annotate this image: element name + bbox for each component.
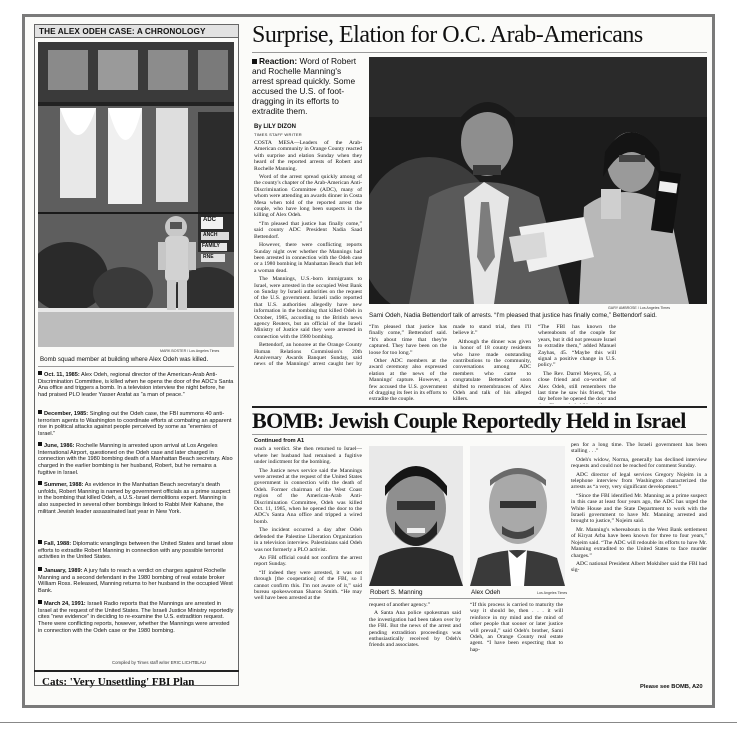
- entry-date: Oct. 11, 1985:: [44, 372, 80, 378]
- paragraph: “Since the FBI identified Mr. Manning as a prime suspect in this case at least four years ago, the ADC has urged the White House and the State Department to work with the Israeli government to have Mr. Manning arrested and brought to justice,” Nojeim said.: [571, 492, 707, 525]
- entry-text: As evidence in the Manhattan Beach secretary's death unfolds, Robert Manning is named by government officials as a prime suspect in the bombing that killed Odeh, a U.S.-Israel demolitions expert. Manning is also suspected in several other bombings linked to Rabbi Meir Kahane, the militant Jewish leader assassinated last year in New York.: [38, 482, 231, 515]
- deck-label: Reaction:: [259, 56, 298, 66]
- entry-text: A jury fails to reach a verdict on charges against Rochelle Manning and a second defendant in the 1980 bombing of real estate broker William Ross. Released, Manning returns to her husband in the occupied West Bank.: [38, 568, 233, 595]
- paragraph: “I'm pleased that justice has finally come,” Bettendorf said. “It's about time that they're captured. They have been on the loose for too long.”: [369, 324, 447, 356]
- bullet-square-icon: [38, 600, 42, 604]
- bullet-square-icon: [38, 540, 42, 544]
- paragraph: “I'm pleased that justice has finally come,” said county ADC President Nadia Saad Bettendorf.: [254, 220, 362, 240]
- paragraph: ADC director of legal services Gregory Nojeim in a telephone interview from Washington characterized the arrests as “a very, very significant development.”: [571, 471, 707, 491]
- next-story-teaser: Cats: 'Very Unsettling' FBI Plan: [42, 676, 195, 688]
- manning-image: [369, 446, 463, 586]
- story2-col2: [369, 602, 461, 682]
- paragraph: An FBI official could not confirm the arrest report Sunday.: [254, 554, 362, 568]
- mug-credit: Los Angeles Times: [537, 591, 568, 595]
- deck-text: Word of Robert and Rochelle Manning's arrest spread quickly. Some accused the U.S. of foot-dragging in its efforts to extradite them.: [252, 56, 357, 116]
- paragraph: The Rev. Darrel Meyers, 56, a close friend and co-worker of Alex Odeh, still remembers the last time he saw his friend, “the day before he opened the door and: [538, 370, 616, 403]
- paragraph: made to stand trial, then I'll believe it.”: [453, 324, 531, 337]
- reaction-photo: [369, 57, 707, 304]
- page-bottom-rule: [0, 722, 737, 723]
- continued-from: Continued from A1: [254, 438, 305, 444]
- story1-col4: [538, 324, 616, 404]
- odeh-name: Alex Odeh: [471, 589, 501, 596]
- bullet-square-icon: [38, 567, 42, 571]
- manning-name: Robert S. Manning: [370, 589, 423, 596]
- story1-deck: [252, 56, 360, 116]
- paragraph: ADC national President Albert Mokhiber said the FBI had sig-: [571, 560, 707, 574]
- paragraph: Odeh's widow, Norma, generally has declined interview requests and could not be reached for comment Sunday.: [571, 456, 707, 470]
- bomb-squad-photo: [38, 42, 234, 347]
- entry-text: Singling out the Odeh case, the FBI summons 40 anti-terrorism agents to Washington to coordinate efforts at combating an apparent rise in political attacks against people perceived by some as “enemies of Israel.”: [38, 411, 232, 438]
- paragraph: “If this process is carried to maturity the way it should be, then . . . it will reinforce in my mind and the mind of other people that sooner or later justice will prevail,” said Odeh's brother, Sami Odeh, an Orange County real estate agent. “I have been expecting that to hap-: [470, 602, 563, 653]
- paragraph: However, there were conflicting reports Sunday night over whether the Mannings had been arrested in connection with the Odeh case or a 1980 bombing in Manhattan Beach that left a woman dead.: [254, 242, 362, 274]
- sidebar-photo-caption: Bomb squad member at building where Alex Odeh was killed.: [40, 356, 209, 363]
- story2-col4: [571, 442, 707, 678]
- story2-head-rule: [252, 434, 707, 435]
- chronology-entry: [38, 371, 234, 399]
- story1-photo-caption: Sami Odeh, Nadia Bettendorf talk of arrests. “I'm pleased that justice has finally come,” Bettendorf said.: [369, 312, 657, 319]
- chronology-entry: [38, 410, 234, 438]
- deck-square-icon: [252, 59, 257, 64]
- bullet-square-icon: [38, 442, 42, 446]
- odeh-mugshot: [470, 446, 565, 586]
- paragraph: A Santa Ana police spokesman said the investigation had been taken over by the FBI. But the news of the arrest and pending extradition proceedings was enthusiastically received by Odeh's friends and associates.: [369, 610, 461, 649]
- paragraph: Although the dinner was given in honor of 18 county residents who have made outstanding contributions to the community, conversations among ADC members who came to congratulate Bettendorf soon shifted to remembrances of Alex Odeh and talk of his alleged killers.: [453, 338, 531, 403]
- story1-col2: [369, 324, 447, 404]
- chronology-entry: [38, 600, 234, 635]
- chronology-entry: [38, 540, 234, 561]
- bullet-square-icon: [38, 410, 42, 414]
- teaser-rule: [34, 670, 239, 672]
- paragraph: COSTA MESA—Leaders of the Arab-American community in Orange County reacted with surprise and elation Sunday when they heard of the reported arrests of Robert and Rochelle Manning.: [254, 140, 362, 172]
- paragraph: Word of the arrest spread quickly among of the county's chapter of the Arab-American Anti-Discrimination Committee (ADC), many of whom were attending an awards dinner in Costa Mesa when told of the reported arrest the couple, who have long been suspects in the killing of Alex Odeh.: [254, 174, 362, 219]
- paragraph: The Mannings, U.S.-born immigrants to Israel, were arrested in the occupied West Bank on Sunday by Israeli authorities on the request of the U.S. government. Israeli radio reported that U.S. authorities allegedly have new information in the bombing that killed Odeh in October, 1985, according to the British news agency Reuters, but an official of the Israeli Ministry of Justice said they were arrested in connection with the 1980 bombing.: [254, 276, 362, 340]
- story2-col1: [254, 438, 362, 682]
- entry-date: June, 1986:: [44, 443, 75, 449]
- story2-headline: BOMB: Jewish Couple Reportedly Held in Israel: [252, 408, 686, 433]
- bomb-squad-image: [38, 42, 234, 347]
- paragraph: request of another agency.”: [369, 602, 431, 608]
- paragraph: The incident occurred a day after Odeh defended the Palestine Liberation Organization in a television interview. Palestinians said Odeh was not formerly a PLO activist.: [254, 527, 362, 553]
- entry-text: Diplomatic wranglings between the United States and Israel slow efforts to extradite Robert Manning in connection with any possible terrorist activities in the United States.: [38, 541, 234, 561]
- entry-text: Israeli Radio reports that the Mannings are arrested in Israel at the request of the United States. The Israeli Justice Ministry reportedly cites “new evidence” in deciding to re-examine the U.S. extradition request. There were conflicting reports, however, whether the Mannings were arrested in connection with the Odeh case or the 1980 bombing.: [38, 601, 234, 634]
- entry-text: Rochelle Manning is arrested upon arrival at Los Angeles International Airport, questioned on the Odeh case and later charged in connection with the 1980 bombing death of a Manhattan Beach secretary. Also charged in the earlier bombing is her husband, Robert, but he remains a fugitive in Israel.: [38, 443, 233, 476]
- paragraph: The Justice news service said the Mannings were arrested at the request of the United States government in connection with the death of Odeh. Former chairman of the West Coast region of the American-Arab Anti-Discrimination Committee, Odeh was killed Oct. 11, 1985, when he opened the door to the ADC's Santa Ana office and tripped a wired bomb.: [254, 467, 362, 525]
- sign-rne: RNE: [203, 254, 214, 260]
- paragraph: Bettendorf, an honoree at the Orange County Human Relations Commission's 20th Anniversary Awards Banquet Sunday, said news of the Mannings' arrest caught her by: [254, 342, 362, 367]
- paragraph: Other ADC members at the award ceremony also expressed elation at the news of the Mannings' capture. However, a few accused the U.S. government of dragging its feet in its efforts to extradite the couple.: [369, 358, 447, 403]
- sidebar-rule: [38, 366, 234, 367]
- bullet-square-icon: [38, 481, 42, 485]
- story1-photo-credit: GARY AMBROSE / Los Angeles Times: [608, 306, 670, 310]
- paragraph: “If indeed they were arrested, it was not through [the cooperation] of the FBI, so I cannot confirm this. I'm not aware of it,” said bureau spokeswoman Sharon Smith. “He may well have been arrested at the: [254, 569, 362, 602]
- chronology-entry: [38, 442, 234, 477]
- sign-family: FAMILY: [202, 243, 220, 249]
- story1-head-rule: [252, 52, 707, 53]
- chronology-header: THE ALEX ODEH CASE: A CHRONOLOGY: [35, 25, 238, 38]
- story1-col1: [254, 140, 362, 367]
- jump-line[interactable]: Please see BOMB, A20: [640, 684, 703, 690]
- entry-date: January, 1989:: [44, 568, 83, 574]
- chronology-entry: [38, 567, 234, 595]
- odeh-image: [470, 446, 565, 586]
- bullet-square-icon: [38, 371, 42, 375]
- sign-adc: ADC: [203, 217, 216, 223]
- story1-byline: By LILY DIZON: [254, 124, 297, 130]
- entry-date: Summer, 1988:: [44, 482, 84, 488]
- story1-headline: Surprise, Elation for O.C. Arab-Americans: [252, 22, 643, 48]
- mug-rule: [369, 598, 565, 599]
- paragraph: “The FBI has known the whereabouts of the couple for years, but it did not pressure Israel to extradite them,” added Manuel Zayhas, 45. “Maybe this will signal a positive change in U.S. policy.”: [538, 324, 616, 369]
- entry-date: March 24, 1991:: [44, 601, 86, 607]
- chronology-entry: [38, 481, 234, 516]
- story1-staff: TIMES STAFF WRITER: [254, 132, 302, 137]
- paragraph: pen for a long time. The Israeli government has been stalling . . .”: [571, 442, 707, 455]
- sidebar-photo-credit: MARK BOSTER / Los Angeles Times: [160, 349, 220, 353]
- compiled-by: Compiled by Times staff writer ERIC LICHTBLAU: [112, 660, 206, 665]
- paragraph: reach a verdict. She then returned to Israel—where her husband had remained a fugitive under indictment for the bombing.: [254, 446, 362, 466]
- sign-anch: ANCH: [203, 232, 218, 238]
- story2-col3: [470, 602, 563, 682]
- entry-date: Fall, 1988:: [44, 541, 72, 547]
- manning-mugshot: [369, 446, 463, 586]
- reaction-image: [369, 57, 707, 304]
- paragraph: Mr. Manning's whereabouts in the West Bank settlement of Kiryat Arba have been known for three to four years,” Nojeim said. “The ADC will redouble its efforts to have Mr. Manning extradited to the United States to face murder charges.”: [571, 526, 707, 559]
- story1-col3: [453, 324, 531, 404]
- entry-date: December, 1985:: [44, 411, 89, 417]
- entry-text: Alex Odeh, regional director of the American-Arab Anti-Discrimination Committee, is killed when he opens the door of the ADC's Santa Ana office and triggers a bomb. In a television interview the night before, he had praised PLO leader Yasser Arafat as “a man of peace.”: [38, 372, 234, 399]
